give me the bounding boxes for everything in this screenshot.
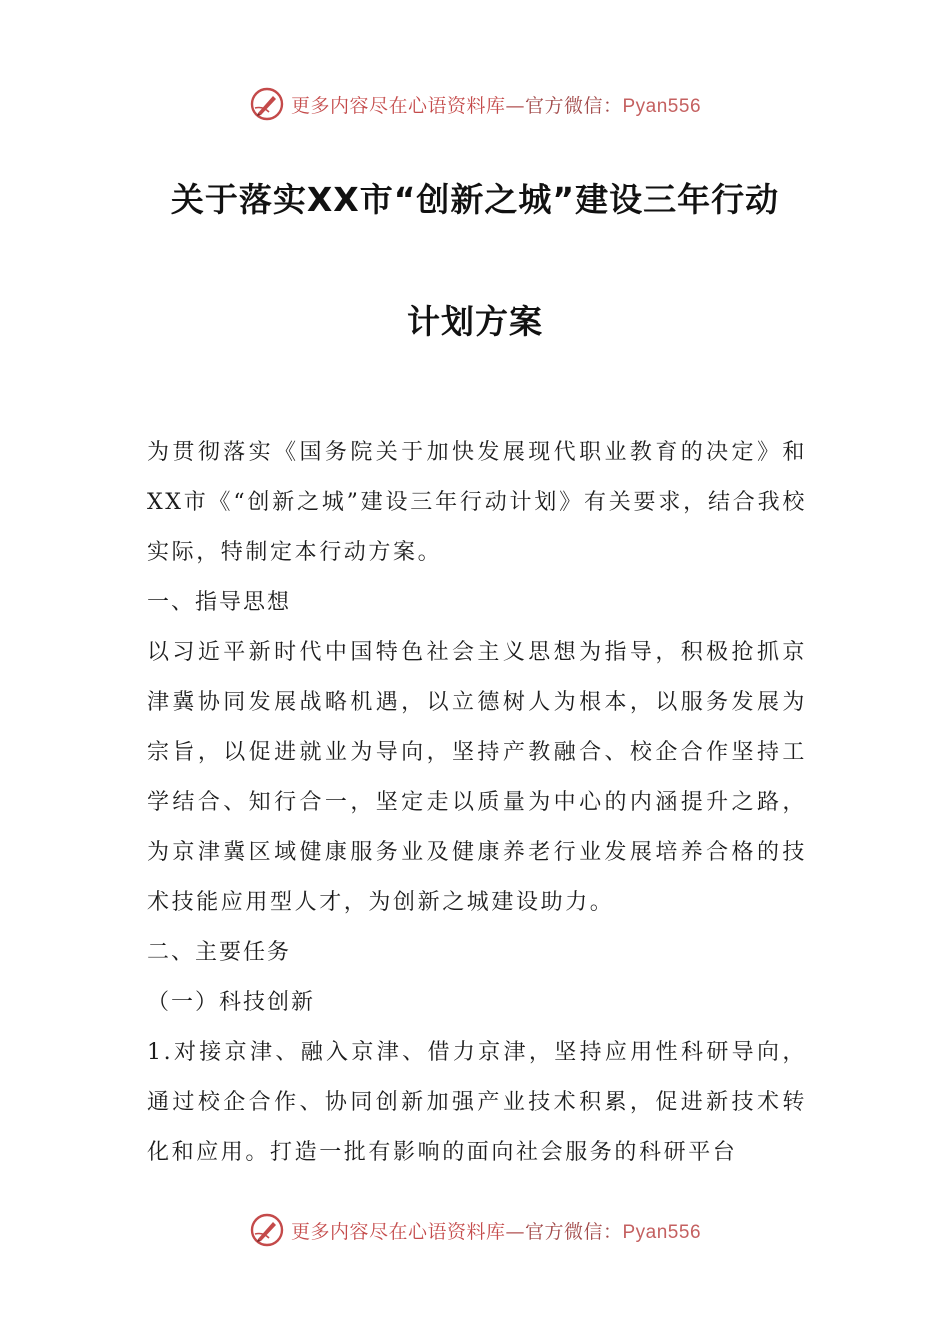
guiding-thought-paragraph: 以习近平新时代中国特色社会主义思想为指导，积极抢抓京津冀协同发展战略机遇，以立德树人为根本，以服务发展为宗旨，以促进就业为导向，坚持产教融合、校企合作坚持工学结合、知行合一，坚定走以质量为中心的内涵提升之路，为京津冀区域健康服务业及健康养老行业发展培养合格的技术技能应用型人才，为创新之城建设助力。 [147,640,807,915]
banner-main-text: 更多内容尽在心语资料库 [290,94,506,117]
banner-main-text: 更多内容尽在心语资料库 [290,1220,506,1243]
intro-paragraph: 为贯彻落实《国务院关于加快发展现代职业教育的决定》和XX市《“创新之城”建设三年行动计划》有关要求，结合我校实际，特制定本行动方案。 [147,440,807,565]
banner-text [291,91,701,118]
banner-wechat-id: Pyan556 [622,95,702,117]
header-banner [0,82,950,126]
document-title-line-1: 关于落实XX市“创新之城”建设三年行动 [170,180,780,219]
banner-wechat-label: 官方微信： [524,94,623,117]
banner-wechat-label: 官方微信： [524,1220,623,1243]
subsection-heading-1: （一）科技创新 [147,990,316,1015]
section-heading-1: 一、指导思想 [147,590,292,615]
banner-wechat-id: Pyan556 [622,1221,702,1243]
banner-text [291,1217,701,1244]
document-body [147,428,807,1178]
pen-logo-icon [249,86,285,122]
pen-logo-icon [249,1212,285,1248]
section-heading-2: 二、主要任务 [147,940,292,965]
banner-separator: — [505,1220,525,1243]
footer-banner [0,1208,950,1252]
item-1-paragraph: 1.对接京津、融入京津、借力京津，坚持应用性科研导向，通过校企合作、协同创新加强产业技术积累，促进新技术转化和应用。打造一批有影响的面向社会服务的科研平台 [147,1040,807,1165]
document-title-line-2: 计划方案 [407,302,543,341]
banner-separator: — [505,94,525,117]
